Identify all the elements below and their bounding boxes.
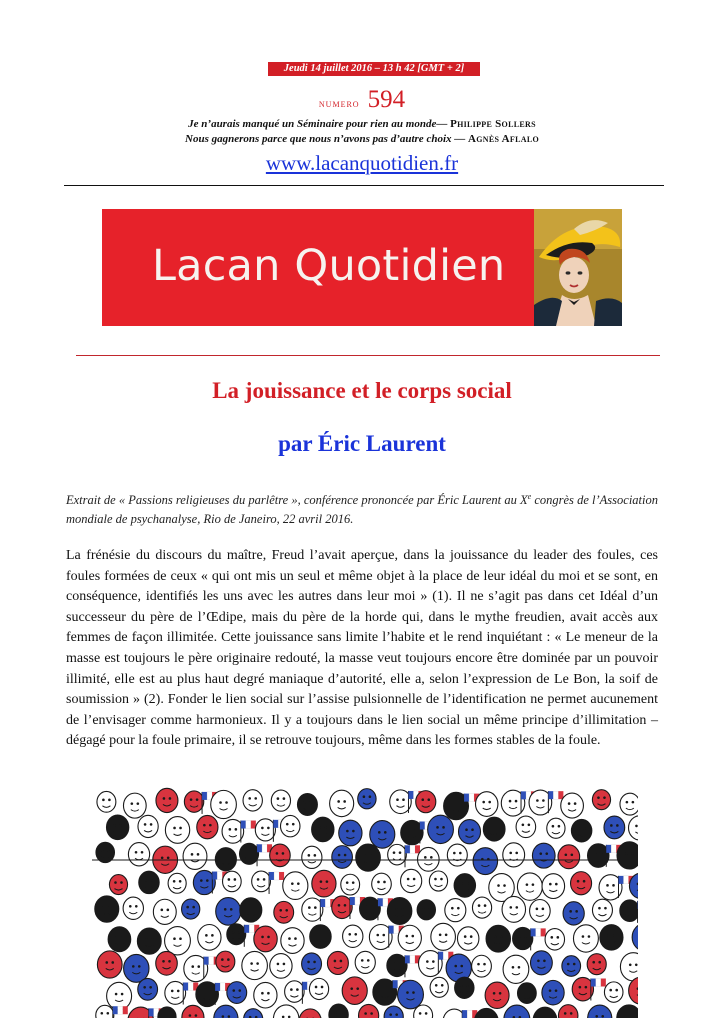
crowd-of-faces-french-flags-drawing-icon bbox=[92, 783, 638, 1018]
issue-label: numero bbox=[318, 96, 360, 110]
masthead-banner bbox=[102, 209, 622, 326]
woman-with-yellow-hat-portrait-icon bbox=[534, 209, 622, 326]
quote-sollers-author: Philippe Sollers bbox=[450, 118, 536, 130]
quote-aflalo bbox=[0, 133, 724, 145]
quote-sollers-text: Je n’aurais manqué un Séminaire pour rien au monde— bbox=[188, 118, 448, 130]
article-title: La jouissance et le corps social bbox=[212, 378, 512, 403]
quote-aflalo-text: Nous gagnerons parce que nous n’avons pas d’autre choix — bbox=[185, 133, 466, 145]
excerpt-text-end: congrès de l’Association mondiale de psychanalyse, Rio de Janeiro, 22 avril 2016. bbox=[66, 493, 658, 527]
date-badge: Jeudi 14 juillet 2016 – 13 h 42 [GMT + 2] bbox=[268, 62, 480, 76]
issue-value: 594 bbox=[367, 86, 406, 113]
banner-divider bbox=[76, 355, 660, 356]
article-byline: par Éric Laurent bbox=[278, 431, 446, 456]
excerpt-superscript: e bbox=[527, 492, 532, 501]
quote-sollers bbox=[0, 118, 724, 130]
quote-aflalo-author: Agnès Aflalo bbox=[468, 133, 539, 145]
article-body: La frénésie du discours du maître, Freud l’avait aperçue, dans la jouissance du leader des foules, ces foules formées de ceux « qui ont mis un seul et même objet à la place de leur idéal du moi et se sont, en conséquence, identifiés les uns avec les autres dans leur moi » (1). Il ne s’agit pas dans cet Idéal d’un successeur du père de l’Œdipe, mais du père de la horde qui, dans le mythe freudien, avait accès aux femmes de façon illimitée. Cette jouissance sans limite l’habite et le rend inquiétant : « Le meneur de la masse est toujours le père originaire redouté, la masse veut toujours encore être dominée par un pouvoir illimité, elle est au plus haut degré maniaque d’autorité, elle a, selon l’expression de Le Bon, la soif de soumission » (2). Fonder le lien social sur l’assise pulsionnelle de l’identification ne permet aucunement de l’envisager comme harmonieux. Il y a toujours dans le lien social un même principe d’illimitation – dégagé pour la foule primaire, il se retrouve toujours, même dans les formes stables de la foule. bbox=[66, 548, 658, 749]
masthead-title: Lacan Quotidien bbox=[152, 241, 506, 291]
issue-number bbox=[0, 86, 724, 114]
header-divider bbox=[64, 185, 664, 186]
excerpt-text-start: Extrait de « Passions religieuses du parlêtre », conférence prononcée par Éric Laurent au X bbox=[66, 493, 528, 508]
article-excerpt bbox=[66, 487, 658, 529]
website-link[interactable]: www.lacanquotidien.fr bbox=[265, 151, 459, 175]
